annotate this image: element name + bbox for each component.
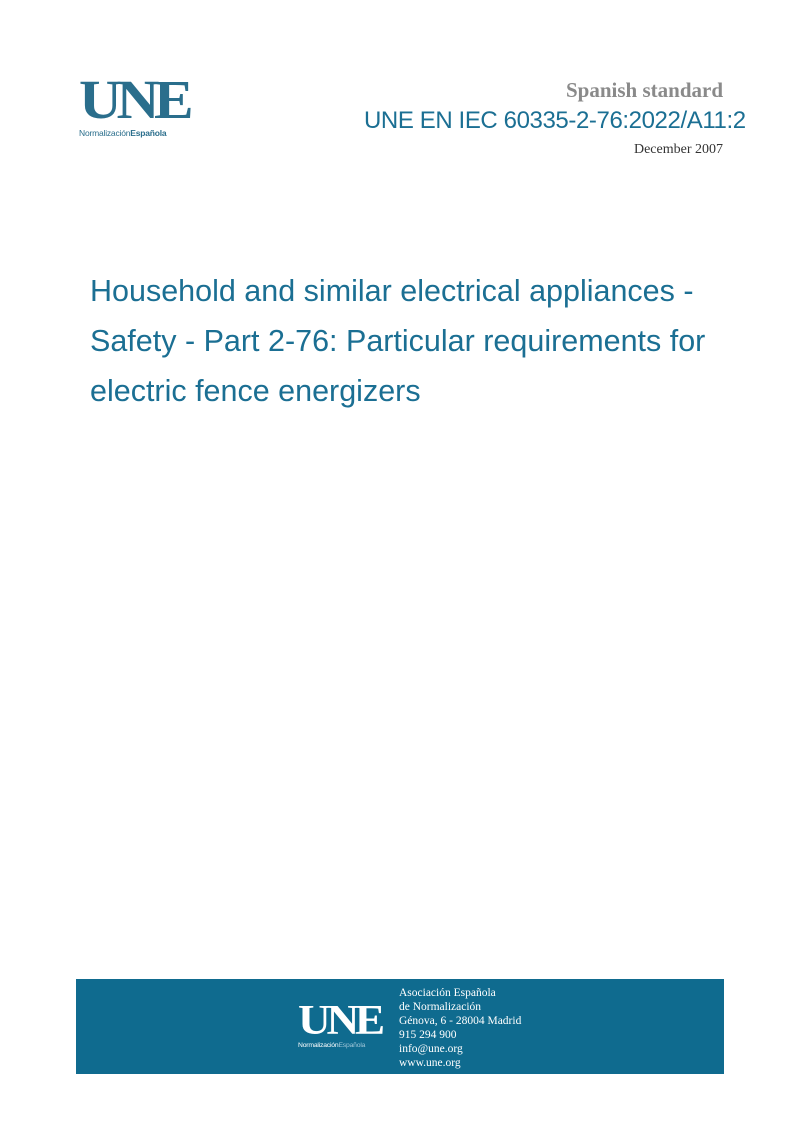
document-title: Household and similar electrical appliances - Safety - Part 2-76: Particular requirements for electric fence energizers	[90, 274, 706, 408]
footer-logo-sub-light: Española	[338, 1042, 366, 1049]
footer-contact-info	[399, 986, 521, 1070]
une-logo	[79, 69, 194, 138]
footer-logo-sub-normal: Normalización	[298, 1042, 339, 1049]
document-type: Spanish standard	[566, 78, 723, 102]
footer-logo-mark: UNE	[298, 998, 381, 1044]
logo-sub-normal: Normalización	[79, 128, 131, 138]
footer-org-name: Asociación Española	[399, 987, 496, 999]
footer-band	[76, 979, 724, 1074]
footer-phone: 915 294 900	[399, 1029, 457, 1041]
footer-email[interactable]: info@une.org	[399, 1043, 463, 1055]
footer-address: Génova, 6 - 28004 Madrid	[399, 1015, 522, 1027]
standard-code: UNE EN IEC 60335-2-76:2022/A11:2	[364, 107, 746, 134]
publication-date: December 2007	[633, 142, 723, 157]
footer-logo	[298, 998, 388, 1049]
document-header	[566, 78, 723, 103]
footer-website[interactable]: www.une.org	[399, 1057, 461, 1069]
logo-sub-bold: Española	[130, 128, 167, 138]
logo-mark: UNE	[79, 69, 189, 130]
footer-org-name-cont: de Normalización	[399, 1001, 482, 1013]
